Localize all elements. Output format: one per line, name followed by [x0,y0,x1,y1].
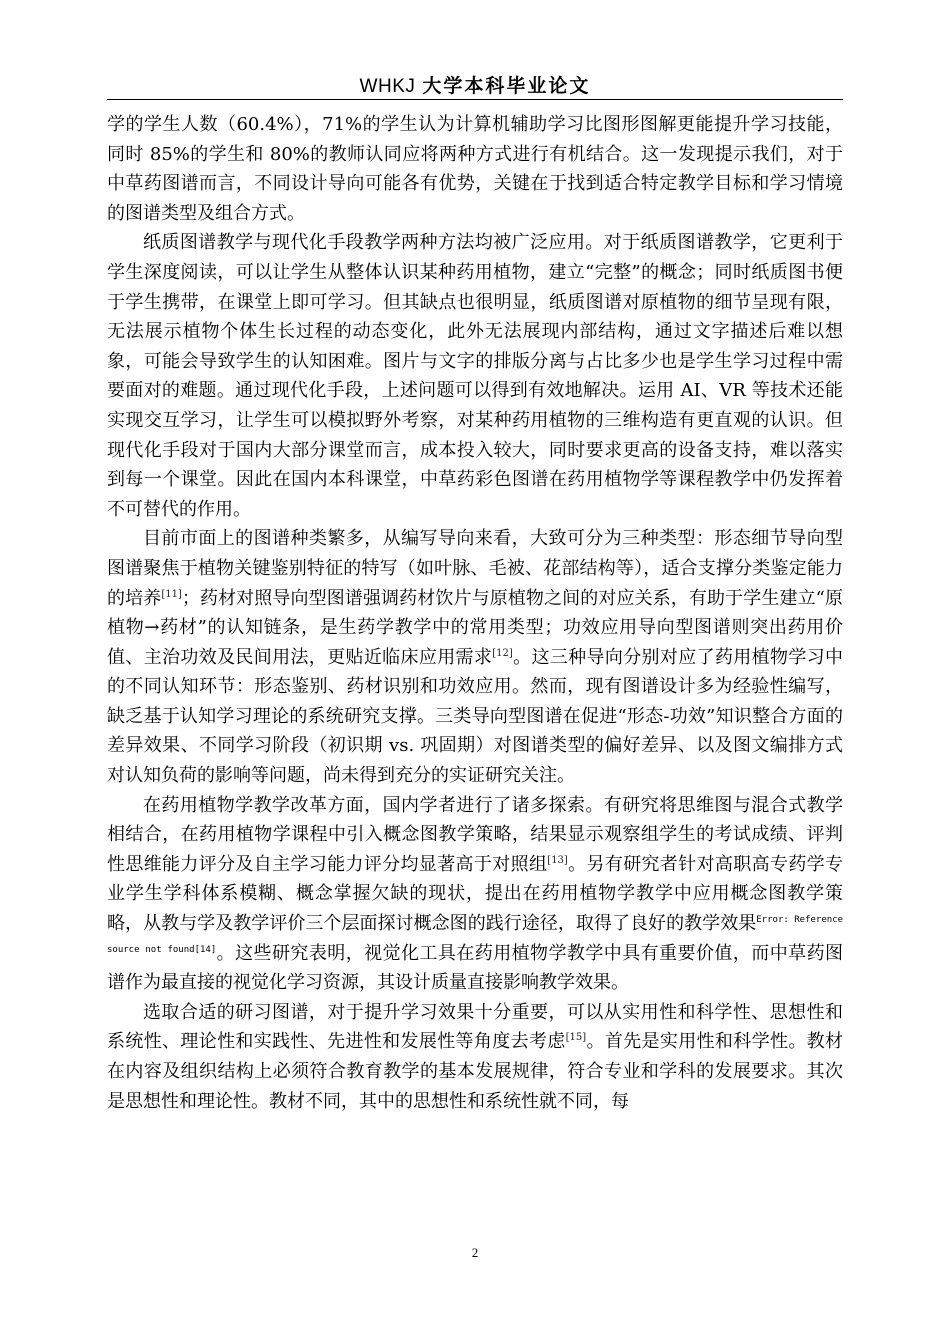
paragraph-text: 。这三种导向分别对应了药用植物学习中的不同认知环节：形态鉴别、药材识别和功效应用。然而，现有图谱设计多为经验性编写，缺乏基于认知学习理论的系统研究支撑。三类导向型图谱在促进“形态-功效”知识整合方面的差异效果、不同学习阶段（初识期 vs. 巩固期）对图谱类型的偏好差异、以及图文编排方式对认知负荷的影响等问题，尚未得到充分的实证研究关注。 [107,646,844,787]
paragraph-text: 。这些研究表明，视觉化工具在药用植物学教学中具有重要价值，而中草药图谱作为最直接的视觉化学习资源，其设计质量直接影响教学效果。 [107,942,844,994]
page-number: 2 [471,1245,479,1260]
paragraph-text: 。另有研究者针对高职高专药学专业学生学科体系模糊、概念掌握欠缺的现状，提出在药用植物学教学中应用概念图教学策略，从教与学及教学评价三个层面探讨概念图的践行途径，取得了良好的教学效果 [107,853,844,935]
citation: [13] [547,854,568,866]
citation: [15] [565,1032,587,1044]
citation: [12] [492,647,513,659]
paragraph-text: 目前市面上的图谱种类繁多，从编写导向来看，大致可分为三种类型：形态细节导向型图谱聚焦于植物关键鉴别特征的特写（如叶脉、毛被、花部结构等），适合支撑分类鉴定能力的培养 [107,528,843,609]
paragraph-atlas-types [107,524,843,790]
paragraph-text: 。首先是实用性和科学性。教材在内容及组织结构上必须符合教育教学的基本发展规律，符合专业和学科的发展要求。其次是思想性和理论性。教材不同，其中的思想性和系统性就不同，每 [107,1031,844,1112]
body-text [107,110,843,1116]
paragraph-teaching-reform [107,791,843,998]
paragraph-paper-vs-modern: 纸质图谱教学与现代化手段教学两种方法均被广泛应用。对于纸质图谱教学，它更利于学生深度阅读，可以让学生从整体认识某种药用植物，建立“完整”的概念；同时纸质图书便于学生携带，在课堂上即可学习。但其缺点也很明显，纸质图谱对原植物的细节呈现有限，无法展示植物个体生长过程的动态变化，此外无法展现内部结构，通过文字描述后难以想象，可能会导致学生的认知困难。图片与文字的排版分离与占比多少也是学生学习过程中需要面对的难题。通过现代化手段，上述问题可以得到有效地解决。运用 AI、VR 等技术还能实现交互学习，让学生可以模拟野外考察，对某种药用植物的三维构造有更直观的认识。但现代化手段对于国内大部分课堂而言，成本投入较大，同时要求更高的设备支持，难以落实到每一个课堂。因此在国内本科课堂，中草药彩色图谱在药用植物学等课程教学中仍发挥着不可替代的作用。 [107,232,843,520]
header-cjk-title: 大学本科毕业论文 [422,75,591,97]
reference-error: Error: Reference source not found[14] [107,915,843,955]
paragraph-text: 选取合适的研习图谱，对于提升学习效果十分重要，可以从实用性和科学性、思想性和系统性、理论性和实践性、先进性和发展性等角度去考虑 [107,1001,843,1053]
paragraph-continuation: 学的学生人数（60.4%），71%的学生认为计算机辅助学习比图形图解更能提升学习技能，同时 85%的学生和 80%的教师认同应将两种方式进行有机结合。这一发现提示我们，对于中草药图谱而言，不同设计导向可能各有优势，关键在于找到适合特定教学目标和学习情境的图谱类型及组合方式。 [107,114,843,224]
paragraph-text: ；药材对照导向型图谱强调药材饮片与原植物之间的对应关系，有助于学生建立“原植物→药材”的认知链条，是生药学教学中的常用类型；功效应用导向型图谱则突出药用价值、主治功效及民间用法，更贴近临床应用需求 [107,587,843,668]
header-divider [107,99,843,100]
paragraph-atlas-selection [107,998,843,1116]
header-latin-title: WHKJ [359,76,416,97]
citation: [11] [161,588,182,600]
running-header [107,72,843,101]
paragraph-text: 在药用植物学教学改革方面，国内学者进行了诸多探索。有研究将思维图与混合式教学相结合，在药用植物学课程中引入概念图教学策略，结果显示观察组学生的考试成绩、评判性思维能力评分及自主学习能力评分均显著高于对照组 [107,794,843,875]
